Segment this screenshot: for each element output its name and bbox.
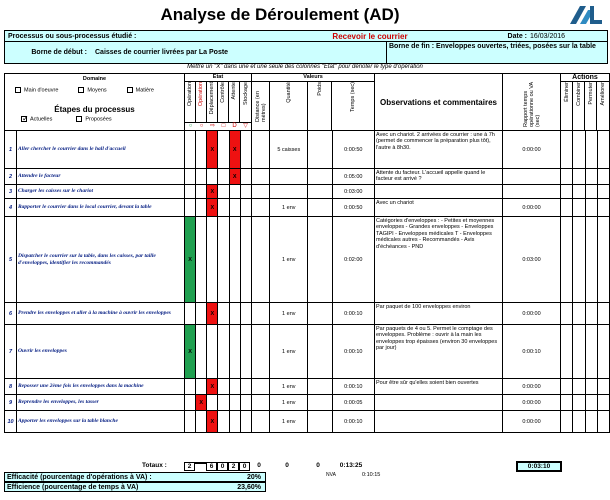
page-title: Analyse de Déroulement (AD) (160, 5, 400, 24)
etat-header: État Opération Opération Déplacement Contrôle Attente Stockage ○ ○ ⇨ □ D ▽ (185, 74, 252, 131)
observations-header: Observations et commentaires (375, 74, 503, 131)
totals-label: Totaux : (142, 462, 167, 469)
action-cell[interactable] (561, 395, 573, 411)
quantite-cell[interactable]: 1 env (270, 199, 308, 217)
etat-mark[interactable] (207, 395, 218, 411)
total-deplacement: 6 (206, 462, 217, 471)
poids-cell[interactable] (308, 303, 332, 325)
action-cell[interactable] (585, 303, 597, 325)
step-number: 5 (5, 217, 17, 303)
instruction-note: Mettre un "X" dans une et une seule des colonnes "Etat" pour dénoter le type d'opération (187, 64, 423, 70)
total-rapport[interactable]: 0:03:10 (516, 461, 562, 472)
observation-cell[interactable] (375, 395, 503, 411)
nva-label: NVA (326, 472, 336, 478)
etat-mark[interactable]: X (185, 217, 196, 303)
temps-cell[interactable]: 0:02:00 (332, 217, 374, 303)
etat-mark[interactable] (229, 185, 240, 199)
etat-mark[interactable] (185, 199, 196, 217)
action-cell[interactable] (597, 217, 609, 303)
etat-mark[interactable]: X (229, 131, 240, 169)
etat-mark[interactable] (229, 217, 240, 303)
step-number: 7 (5, 325, 17, 379)
observation-cell[interactable]: Attente du facteur. L'accueil appelle quand le facteur est arrivé ? (375, 169, 503, 185)
etat-mark[interactable] (196, 379, 207, 395)
operation-nva-icon: ○ (199, 123, 204, 129)
total-quantite: 0 (285, 462, 289, 469)
step-number: 4 (5, 199, 17, 217)
etat-mark[interactable] (240, 395, 251, 411)
temps-cell[interactable]: 0:00:50 (332, 199, 374, 217)
operation-va-icon: ○ (188, 123, 193, 129)
etat-mark[interactable] (218, 217, 229, 303)
action-cell[interactable] (585, 325, 597, 379)
total-temps: 0:13:25 (339, 462, 363, 469)
totals-row (4, 462, 608, 471)
etat-mark[interactable] (196, 303, 207, 325)
etat-mark[interactable] (218, 131, 229, 169)
action-cell[interactable] (561, 217, 573, 303)
poids-cell[interactable] (308, 169, 332, 185)
quantite-cell[interactable]: 5 caisses (270, 131, 308, 169)
poids-cell[interactable] (308, 185, 332, 199)
total-distance: 0 (257, 462, 261, 469)
company-logo (566, 2, 606, 28)
distance-cell[interactable] (252, 303, 270, 325)
step-label[interactable]: Prendre les enveloppes et aller à la machine à ouvrir les enveloppes (17, 303, 185, 325)
start-label: Borne de début : (31, 49, 87, 56)
distance-cell[interactable] (252, 395, 270, 411)
etat-mark[interactable] (196, 169, 207, 185)
rapport-cell[interactable]: 0:00:00 (503, 199, 561, 217)
temps-cell[interactable]: 0:00:10 (332, 379, 374, 395)
action-cell[interactable] (573, 169, 585, 185)
process-row (4, 30, 608, 42)
action-cell[interactable] (573, 325, 585, 379)
steps-header: Étapes du processus (54, 105, 135, 115)
poids-cell[interactable] (308, 411, 332, 433)
rapport-cell[interactable] (503, 169, 561, 185)
action-cell[interactable] (597, 169, 609, 185)
observation-cell[interactable]: Catégories d'enveloppes : - Petites et moyennes enveloppes - Grandes enveloppes - Enveloppes TAGIPI - Enveloppes médicales T - Enveloppes médicales autres - Recommandés - Avis d'échéances - PND (375, 217, 503, 303)
action-cell[interactable] (597, 131, 609, 169)
etat-mark[interactable] (185, 411, 196, 433)
etat-mark[interactable] (196, 185, 207, 199)
etat-mark[interactable] (240, 169, 251, 185)
etat-mark[interactable] (240, 325, 251, 379)
action-cell[interactable] (585, 131, 597, 169)
etat-mark[interactable] (207, 169, 218, 185)
etat-mark[interactable] (185, 395, 196, 411)
action-cell[interactable] (573, 199, 585, 217)
etat-mark[interactable] (229, 411, 240, 433)
temps-cell[interactable]: 0:03:00 (332, 185, 374, 199)
etat-mark[interactable]: X (185, 325, 196, 379)
process-label: Processus ou sous-processus étudié : (8, 32, 137, 40)
quantite-cell[interactable]: 1 env (270, 303, 308, 325)
rapport-cell[interactable]: 0:03:00 (503, 217, 561, 303)
etat-mark[interactable] (196, 199, 207, 217)
end-label[interactable]: Borne de fin : Enveloppes ouvertes, triées, posées sur la table (389, 43, 596, 50)
table-row (5, 199, 610, 217)
table-row (5, 303, 610, 325)
action-cell[interactable] (597, 411, 609, 433)
step-label[interactable]: Rapporter le courrier dans le local courrier, devant la table (17, 199, 185, 217)
domain-cell (5, 74, 185, 131)
total-operation: 2 (184, 462, 195, 471)
etat-mark[interactable]: X (207, 199, 218, 217)
observation-cell[interactable]: Par paquet de 100 enveloppes environ (375, 303, 503, 325)
process-value[interactable]: Recevoir le courrier (332, 31, 408, 41)
valeurs-header: Valeurs Distance (en mètres) Quantité Poids Temps (sec) (252, 74, 375, 131)
action-cell[interactable] (597, 379, 609, 395)
etat-mark[interactable] (218, 199, 229, 217)
action-cell[interactable] (573, 303, 585, 325)
etat-mark[interactable] (240, 379, 251, 395)
etat-mark[interactable] (207, 217, 218, 303)
distance-cell[interactable] (252, 169, 270, 185)
action-cell[interactable] (561, 303, 573, 325)
rapport-cell[interactable]: 0:00:00 (503, 303, 561, 325)
etat-mark[interactable] (185, 379, 196, 395)
etat-mark[interactable] (196, 325, 207, 379)
etat-mark[interactable] (240, 303, 251, 325)
checkbox-icon (127, 87, 133, 93)
action-cell[interactable] (561, 411, 573, 433)
etat-mark[interactable] (218, 411, 229, 433)
start-value[interactable]: Caisses de courrier livrées par La Poste (95, 49, 229, 56)
etat-mark[interactable] (240, 217, 251, 303)
observation-cell[interactable]: Pour être sûr qu'elles soient bien ouvertes (375, 379, 503, 395)
poids-cell[interactable] (308, 199, 332, 217)
table-row (5, 379, 610, 395)
observation-cell[interactable]: Avec un chariot. 2 arrivées de courrier : une à 7h (permet de commencer la préparation plus tôt), l'autre à 8h30. (375, 131, 503, 169)
quantite-cell[interactable]: 1 env (270, 217, 308, 303)
storage-icon: ▽ (243, 123, 248, 129)
step-number: 10 (5, 411, 17, 433)
distance-cell[interactable] (252, 199, 270, 217)
temps-cell[interactable]: 0:05:00 (332, 169, 374, 185)
rapport-cell[interactable]: 0:00:00 (503, 131, 561, 169)
action-cell[interactable] (597, 395, 609, 411)
quantite-cell[interactable] (270, 185, 308, 199)
etat-mark[interactable]: X (207, 131, 218, 169)
etat-mark[interactable] (229, 303, 240, 325)
etat-mark[interactable]: X (207, 185, 218, 199)
table-row (5, 131, 610, 169)
rapport-cell[interactable] (503, 185, 561, 199)
table-row (5, 411, 610, 433)
temps-cell[interactable]: 0:00:10 (332, 325, 374, 379)
efficacite-row (4, 472, 266, 482)
nva-value: 0:10:15 (362, 472, 381, 478)
poids-cell[interactable] (308, 395, 332, 411)
step-label[interactable]: Reprendre les enveloppes, les tasser (17, 395, 185, 411)
action-cell[interactable] (597, 303, 609, 325)
action-cell[interactable] (561, 325, 573, 379)
etat-mark[interactable] (229, 379, 240, 395)
distance-cell[interactable] (252, 217, 270, 303)
step-label[interactable]: Reposser une 2ème fois les enveloppes dans la machine (17, 379, 185, 395)
efficacite-value: 20% (246, 473, 261, 481)
temps-cell[interactable]: 0:00:10 (332, 303, 374, 325)
checkbox-icon (15, 87, 21, 93)
efficience-label: Efficience (pourcentage de temps à VA) (7, 483, 139, 491)
step-label[interactable]: Apporter les enveloppes sur la table blanche (17, 411, 185, 433)
action-cell[interactable] (561, 131, 573, 169)
step-label[interactable]: Aller chercher le courrier dans le hall d'accueil (17, 131, 185, 169)
etat-mark[interactable] (185, 185, 196, 199)
option-actual[interactable]: ✓ Actuelles (22, 114, 53, 124)
wait-icon: D (232, 123, 237, 129)
step-label[interactable]: Dispatcher le courrier sur la table, dans les caisses, par taille d'enveloppes, identifier les recommandés (17, 217, 185, 303)
etat-mark[interactable] (218, 325, 229, 379)
domain-label: Domaine (82, 76, 107, 82)
temps-cell[interactable]: 0:00:50 (332, 131, 374, 169)
domain-option-main[interactable]: Main d'oeuvre (15, 87, 58, 93)
rapport-cell[interactable]: 0:00:00 (503, 411, 561, 433)
etat-mark[interactable]: X (207, 411, 218, 433)
action-cell[interactable] (597, 325, 609, 379)
action-cell[interactable] (561, 169, 573, 185)
domain-option-moyens[interactable]: Moyens (78, 87, 106, 93)
rapport-cell[interactable]: 0:00:10 (503, 325, 561, 379)
etat-mark[interactable] (218, 379, 229, 395)
action-cell[interactable] (573, 131, 585, 169)
total-controle: 0 (217, 462, 228, 471)
step-number: 1 (5, 131, 17, 169)
rapport-header: Rapport temps opérationne ou VA (sec) (522, 82, 541, 127)
distance-cell[interactable] (252, 411, 270, 433)
action-cell[interactable] (585, 395, 597, 411)
poids-cell[interactable] (308, 131, 332, 169)
etat-mark[interactable] (196, 411, 207, 433)
actions-header: Actions Éliminer Combiner Permuter Améliorer (561, 74, 610, 131)
poids-cell[interactable] (308, 379, 332, 395)
analysis-table (4, 73, 610, 433)
etat-mark[interactable] (196, 217, 207, 303)
step-label[interactable]: Charger les caisses sur le chariot (17, 185, 185, 199)
total-poids: 0 (316, 462, 320, 469)
action-cell[interactable] (585, 185, 597, 199)
action-cell[interactable] (561, 379, 573, 395)
option-proposed[interactable]: Proposées (76, 116, 111, 122)
step-label[interactable]: Attendre le facteur (17, 169, 185, 185)
transport-icon: ⇨ (209, 123, 216, 129)
temps-cell[interactable]: 0:00:05 (332, 395, 374, 411)
step-number: 6 (5, 303, 17, 325)
step-number: 9 (5, 395, 17, 411)
distance-cell[interactable] (252, 185, 270, 199)
etat-mark[interactable] (185, 169, 196, 185)
observation-cell[interactable] (375, 185, 503, 199)
action-cell[interactable] (585, 379, 597, 395)
etat-mark[interactable]: X (207, 303, 218, 325)
action-cell[interactable] (573, 411, 585, 433)
poids-cell[interactable] (308, 325, 332, 379)
etat-mark[interactable] (229, 395, 240, 411)
etat-mark[interactable] (240, 131, 251, 169)
action-cell[interactable] (585, 199, 597, 217)
etat-mark[interactable] (196, 131, 207, 169)
action-cell[interactable] (573, 217, 585, 303)
etat-mark[interactable] (229, 199, 240, 217)
table-row (5, 325, 610, 379)
rapport-cell[interactable]: 0:00:00 (503, 395, 561, 411)
domain-option-matiere[interactable]: Matière (127, 87, 154, 93)
action-cell[interactable] (561, 199, 573, 217)
etat-mark[interactable] (240, 199, 251, 217)
step-number: 2 (5, 169, 17, 185)
observation-cell[interactable]: Avec un chariot (375, 199, 503, 217)
etat-mark[interactable] (218, 395, 229, 411)
step-number: 3 (5, 185, 17, 199)
distance-cell[interactable] (252, 325, 270, 379)
quantite-cell[interactable]: 1 env (270, 325, 308, 379)
symbol-row (185, 122, 251, 130)
total-stockage: 0 (239, 462, 250, 471)
observation-cell[interactable] (375, 411, 503, 433)
checkbox-icon (76, 116, 82, 122)
etat-mark[interactable] (240, 185, 251, 199)
etat-mark[interactable] (185, 131, 196, 169)
etat-mark[interactable] (229, 325, 240, 379)
table-row (5, 395, 610, 411)
etat-mark[interactable] (185, 303, 196, 325)
table-row (5, 185, 610, 199)
table-row (5, 217, 610, 303)
etat-mark[interactable]: X (196, 395, 207, 411)
efficience-value: 23,60% (237, 483, 261, 491)
poids-cell[interactable] (308, 217, 332, 303)
action-cell[interactable] (573, 395, 585, 411)
etat-mark[interactable]: X (229, 169, 240, 185)
distance-cell[interactable] (252, 379, 270, 395)
step-label[interactable]: Ouvrir les enveloppes (17, 325, 185, 379)
checked-icon: ✓ (22, 114, 29, 124)
efficacite-label: Efficacité (pourcentage d'opérations à VA) : (7, 473, 152, 481)
action-cell[interactable] (573, 379, 585, 395)
action-cell[interactable] (561, 185, 573, 199)
rapport-cell[interactable]: 0:00:00 (503, 379, 561, 395)
total-attente: 2 (228, 462, 239, 471)
etat-mark[interactable] (240, 411, 251, 433)
etat-mark[interactable] (218, 185, 229, 199)
bounds-row (4, 42, 608, 64)
etat-mark[interactable]: X (207, 379, 218, 395)
temps-cell[interactable]: 0:00:10 (332, 411, 374, 433)
action-cell[interactable] (597, 185, 609, 199)
checkbox-icon (78, 87, 84, 93)
distance-cell[interactable] (252, 131, 270, 169)
table-row (5, 169, 610, 185)
quantite-cell[interactable]: 1 env (270, 395, 308, 411)
etat-mark[interactable] (218, 303, 229, 325)
step-number: 8 (5, 379, 17, 395)
total-operation-nva (195, 462, 206, 464)
etat-mark[interactable] (218, 169, 229, 185)
action-cell[interactable] (585, 169, 597, 185)
date-value[interactable]: 16/03/2016 (530, 32, 566, 40)
date-label: Date : (507, 32, 527, 40)
quantite-cell[interactable] (270, 169, 308, 185)
quantite-cell[interactable]: 1 env (270, 411, 308, 433)
observation-cell[interactable]: Par paquets de 4 ou 5. Permet le comptage des enveloppes. Problème : ouvrir à la main les enveloppes trop épaisses (environ 30 enveloppes par jour) (375, 325, 503, 379)
action-cell[interactable] (585, 411, 597, 433)
efficience-row (4, 482, 266, 492)
etat-mark[interactable] (207, 325, 218, 379)
action-cell[interactable] (573, 185, 585, 199)
action-cell[interactable] (585, 217, 597, 303)
control-icon: □ (221, 123, 226, 129)
action-cell[interactable] (597, 199, 609, 217)
quantite-cell[interactable]: 1 env (270, 379, 308, 395)
